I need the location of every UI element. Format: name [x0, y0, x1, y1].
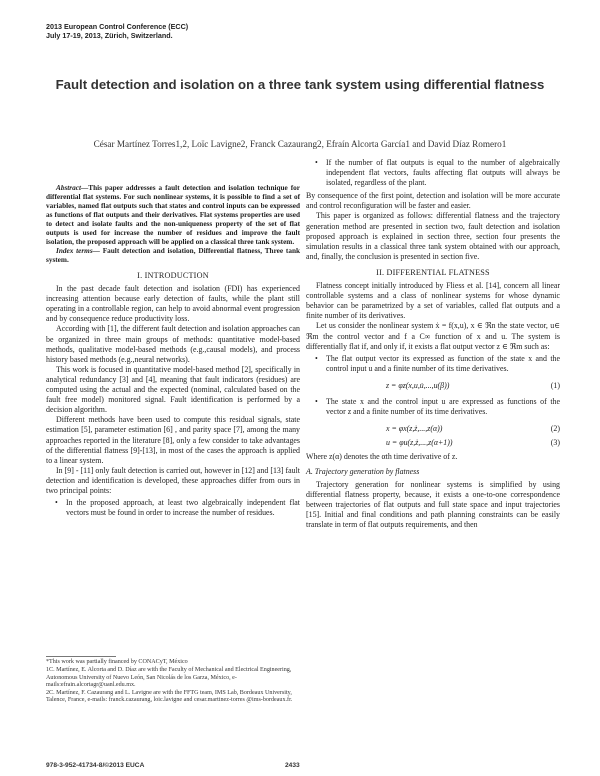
paragraph: This work is focused in quantitative model-based method [2], specifically in analytical redundancy [3] and [4], meaning that fault indicators (residues) are computed using the actual and the expected (nominal, calculated based on the fault free model) monitored signal. Fault identification is performed by a decision algorithm. [46, 364, 300, 415]
bullet-item: • In the proposed approach, at least two algebraically independent flat vectors must be found in order to increase the number of residues. [66, 498, 300, 518]
footnotes [46, 659, 300, 706]
index-terms-label: Index terms— [56, 247, 100, 255]
bullet-list [306, 354, 560, 374]
equation: u = φu(z,ż,...,z(α+1)) [386, 438, 453, 448]
footnote: 1C. Martínez, E. Alcorta and D. Díaz are with the Faculty of Mechanical and Electrical Engineering, Autonomous University of Nuevo León, San Nicolás de los Garza, México, e-mails:efrain.alcortagr@uanl.edu.mx. [46, 667, 292, 688]
equation-number: (1) [550, 380, 560, 390]
equation-1 [306, 377, 560, 395]
paragraph: According with [1], the different fault detection and isolation approaches can be organized in three main groups of methods: quantitative model-based methods, qualitative model-based methods (e.g.,causal models), and process history based methods (e.g.,neural networks). [46, 324, 300, 364]
equation-number: (2) [550, 424, 560, 434]
left-column [46, 184, 300, 521]
abstract-label: Abstract— [56, 184, 89, 192]
abstract-text: This paper addresses a fault detection and isolation technique for differential flat systems. For such nonlinear systems, it is possible to find a set of variables, named flat outputs such that states and control inputs can be expressed as functions of flat outputs and their derivatives. Flat systems properties are used to detect and isolate faults and the non-uniqueness property of the set of flat outputs is used for increase the number of residues and improve the fault isolation, the proposed approach will be applied on a classical three tank system. [46, 184, 300, 246]
equation-2 [306, 420, 560, 438]
footer-isbn: 978-3-952-41734-8/©2013 EUCA [46, 762, 145, 769]
equation: x = φx(z,ż,...,z(α)) [386, 424, 443, 434]
paper-authors: César Martínez Torres1,2, Loïc Lavigne2, Franck Cazaurang2, Efraín Alcorta García1 and David Díaz Romero1 [93, 139, 507, 149]
paragraph: Let us consider the nonlinear system ẋ = f(x,u), x ∈ ℜn the state vector, u∈ ℜm the control vector and f a C∞ function of x and u. The system is differentially flat if, and only if, it exists a flat output vector z ∈ ℜm such as: [306, 321, 560, 351]
bullet-item: • If the number of flat outputs is equal to the number of algebraically independent flat vectors, faults affecting flat outputs will always be isolated, regardless of the plant. [326, 158, 560, 188]
paragraph: In the past decade fault detection and isolation (FDI) has experienced increasing attention because early detection of faults, while the plant still operating in a controllable region, can help to avoid abnormal event progression and by consequence reduce productivity loss. [46, 284, 300, 324]
right-column [306, 156, 560, 530]
paragraph: Where z(α) denotes the αth time derivative of z. [306, 452, 458, 462]
paragraph: Flatness concept initially introduced by Fliess et al. [14], concern all linear controllable systems and a class of nonlinear systems for whose dynamic behavior can be parametrized by a set of variables, called flat outputs and a finite number of its derivatives. [306, 281, 560, 321]
equation-number: (3) [550, 438, 560, 448]
bullet-list [306, 397, 560, 417]
paragraph: Trajectory generation for nonlinear systems is simplified by using differential flatness property, because, it exists a one-to-one correspondence between trajectories of flat outputs and full state space and input trajectories [15]. Initial and final conditions and path planning constraints can be easily translate in term of flat outputs requirements, and then [306, 479, 560, 529]
footnote: *This work was partially financed by CONACyT, México [46, 659, 188, 665]
index-terms-text: Fault detection and isolation, Differential flatness, Three tank system. [46, 247, 301, 264]
footnote: 2C. Martínez, F. Cazaurang and L. Lavigne are with the FFTG team, IMS Lab, Bordeaux University, Talence, France, e-mails: franck.cazaurang, loic.lavigne and cesar.martinez-torres @ims-bordeaux.fr. [46, 690, 293, 704]
bullet-list [306, 158, 560, 188]
equation: z = φz(x,u,u̇,...,u(β)) [386, 380, 450, 390]
equation-3 [306, 438, 560, 452]
index-terms [46, 247, 300, 265]
conference-header [46, 22, 188, 40]
section-heading-introduction: I. INTRODUCTION [137, 271, 209, 280]
footer-page-number: 2433 [285, 762, 300, 769]
paper-title: Fault detection and isolation on a three tank system using differential flatness [55, 77, 545, 92]
conference-name: 2013 European Control Conference (ECC) [46, 22, 189, 31]
paragraph: By consequence of the first point, detection and isolation will be more accurate and control reconfiguration will be faster and easier. [306, 191, 560, 211]
footnote-rule [46, 656, 116, 657]
section-heading-flatness: II. DIFFERENTIAL FLATNESS [376, 267, 490, 277]
abstract [46, 184, 300, 247]
subsection-heading-trajectory: A. Trajectory generation by flatness [306, 467, 420, 477]
paragraph: Different methods have been used to compute this residual signals, state estimation [5], parameter estimation [6] , and parity space [7], among the many approaches reported in the literature [8], only a few consider to take advantages of the differential flatness [9]-[13], in most of the cases the approach is applied to a linear system. [46, 415, 300, 465]
bullet-item: • The state x and the control input u are expressed as functions of the vector z and a finite number of its time derivatives. [326, 397, 560, 417]
conference-date: July 17-19, 2013, Zürich, Switzerland. [46, 31, 173, 40]
bullet-list [46, 498, 300, 518]
paragraph: In [9] - [11] only fault detection is carried out, however in [12] and [13] fault detection and identification is developed, these approaches differ from ours in two principal points: [46, 465, 300, 495]
paragraph: This paper is organized as follows: differential flatness and the trajectory generation method are presented in section two, fault detection and isolation proposed approach is explained in section three, section four presents the simulation results in a classical three tank system obtained with our approach, and, finally, the conclusion is presented in section five. [306, 211, 560, 261]
bullet-item: • The flat output vector its expressed as function of the state x and the control input u and a finite number of its time derivatives. [326, 354, 560, 374]
